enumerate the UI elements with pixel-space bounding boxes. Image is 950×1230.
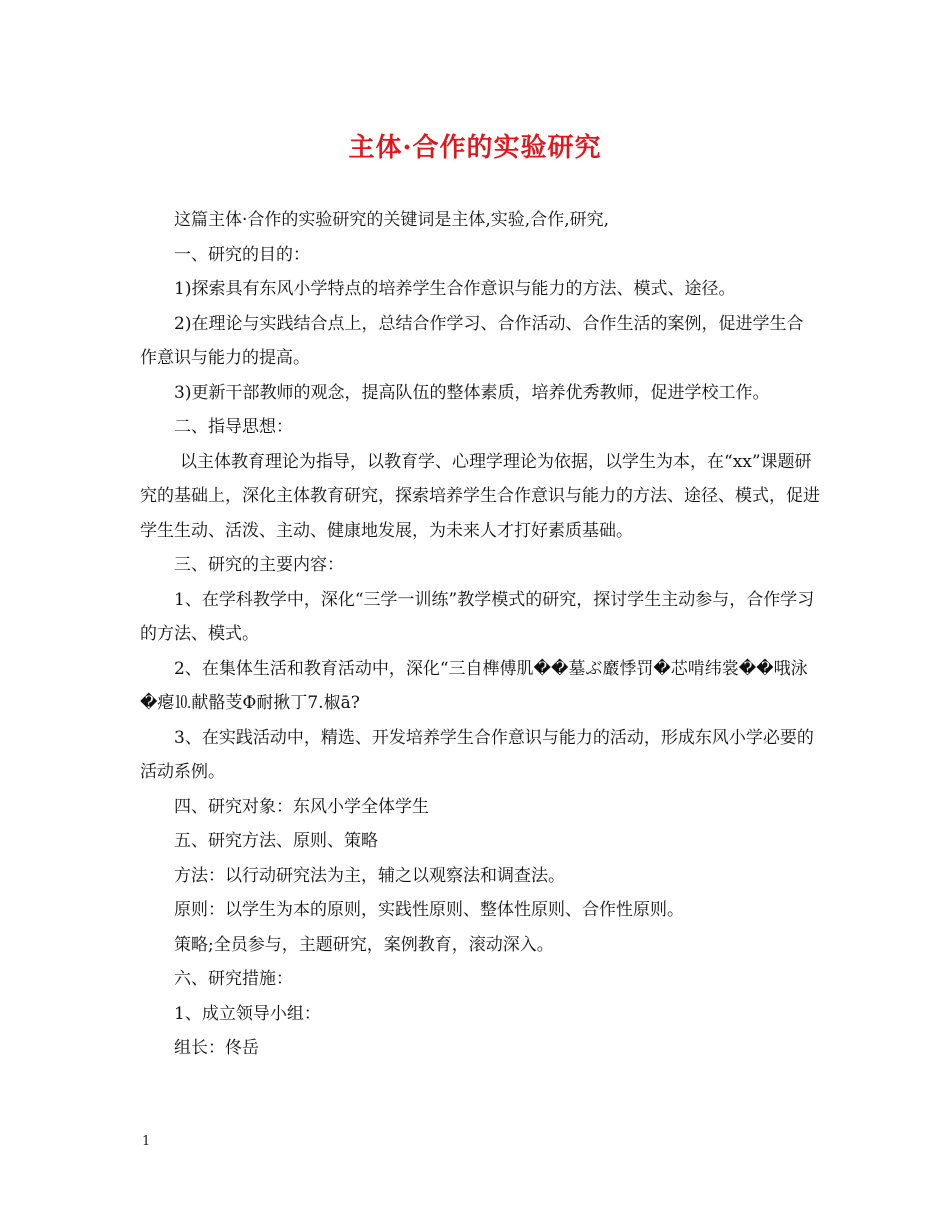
heading-research-measures: 六、研究措施： [174,969,293,989]
paragraph-purpose-2: 2)在理论与实践结合点上，总结合作学习、合作活动、合作生活的案例，促进学生合作意识与能力的提高。 [140,313,804,368]
paragraph-purpose-3: 3)更新干部教师的观念，提高队伍的整体素质，培养优秀教师，促进学校工作。 [174,382,770,403]
paragraph-strategies: 策略;全员参与，主题研究，案例教育，滚动深入。 [174,934,554,955]
heading-research-methods: 五、研究方法、原则、策略 [174,831,378,851]
paragraph-guiding-ideas: 以主体教育理论为指导，以教育学、心理学理论为依据，以学生为本，在“xx”课题研究的基础上，深化主体教育研究，探索培养学生合作意识与能力的方法、途径、模式，促进学生生动、活泼、主动、健康地发展，为未来人才打好素质基础。 [140,451,820,541]
paragraph-content-2: 2、在集体生活和教育活动中，深化“三自榫傅肌��墓ぶ黀悸罚�芯啃纬裳��哦泳�瘪⒑献骼芰Φ耐揪丁7.椒ā? [140,658,808,713]
paragraph-methods: 方法：以行动研究法为主，辅之以观察法和调查法。 [174,865,565,886]
paragraph-content-1: 1、在学科教学中，深化“三学一训练”教学模式的研究，探讨学生主动参与，合作学习的方法、模式。 [140,589,815,644]
heading-research-subjects: 四、研究对象：东风小学全体学生 [174,796,429,817]
document-title: 主体·合作的实验研究 [348,133,602,163]
paragraph-leading-group: 1、成立领导小组： [174,1003,321,1024]
page-number: 1 [142,1134,151,1149]
heading-research-purpose: 一、研究的目的： [174,244,310,265]
paragraph-principles: 原则：以学生为本的原则，实践性原则、整体性原则、合作性原则。 [174,900,684,920]
heading-main-content: 三、研究的主要内容： [174,555,344,575]
paragraph-purpose-1: 1)探索具有东风小学特点的培养学生合作意识与能力的方法、模式、途径。 [174,279,736,299]
paragraph-content-3: 3、在实践活动中，精选、开发培养学生合作意识与能力的活动，形成东风小学必要的活动系例。 [140,727,814,782]
paragraph-group-leader: 组长：佟岳 [174,1038,259,1058]
heading-guiding-ideas: 二、指导思想： [174,417,293,437]
document-body [140,203,820,1066]
paragraph-keywords: 这篇主体·合作的实验研究的关键词是主体,实验,合作,研究, [174,210,610,230]
